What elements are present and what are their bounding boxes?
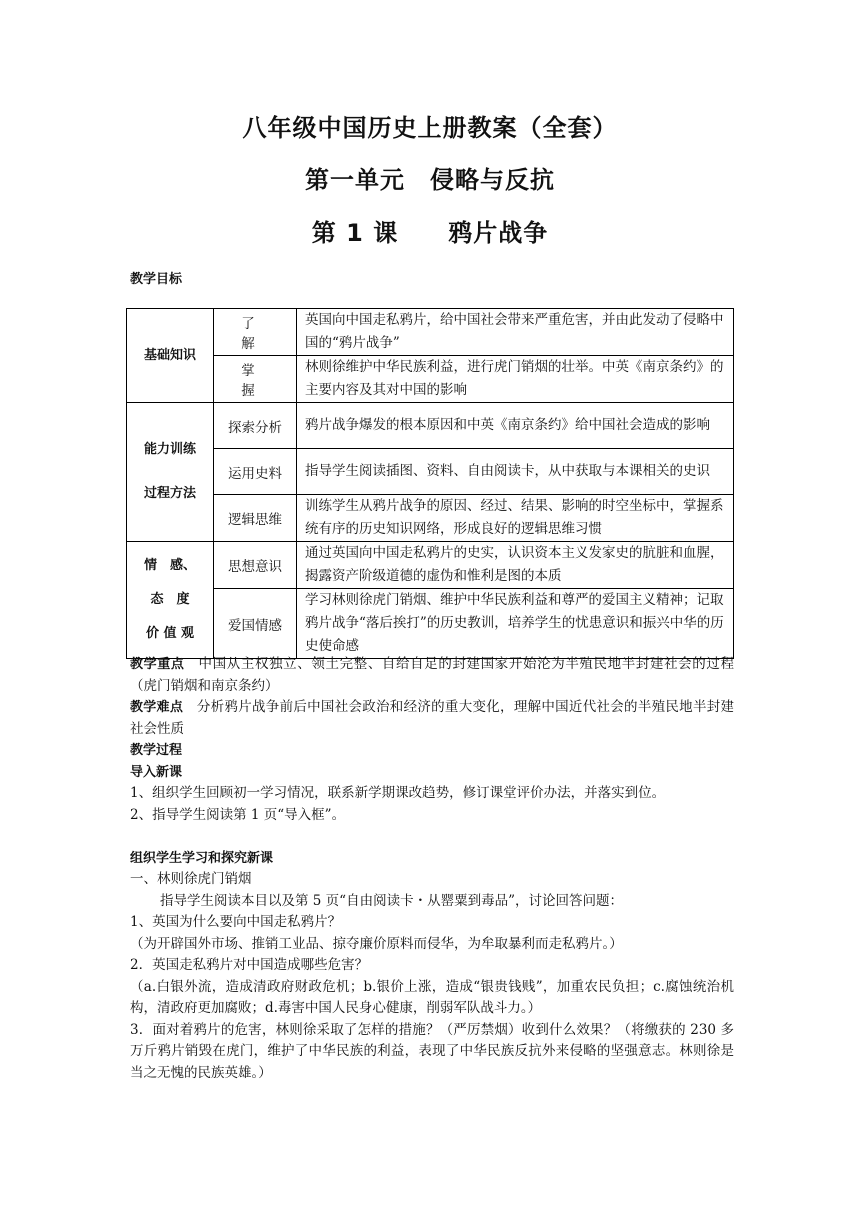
unit-title: 第一单元 侵略与反抗	[305, 166, 555, 194]
subcategory: 逻辑思维	[214, 495, 297, 542]
key-point-label: 教学重点	[130, 657, 185, 672]
table-row	[127, 309, 734, 356]
section-heading: 一、林则徐虎门销烟	[130, 871, 252, 887]
objective-text: 学习林则徐虎门销烟、维护中华民族利益和尊严的爱国主义精神；记取鸦片战争“落后挨打”的历史教训，培养学生的忧患意识和振兴中华的历史使命感	[297, 589, 734, 659]
reading-guide: 指导学生阅读本目以及第 5 页“自由阅读卡・从罂粟到毒品”，讨论回答问题：	[160, 892, 623, 909]
objective-text: 林则徐维护中华民族利益，进行虎门销烟的壮举。中英《南京条约》的主要内容及其对中国的影响	[297, 356, 734, 403]
category-line: 过程方法	[143, 486, 196, 501]
objectives-label: 教学目标	[130, 272, 183, 287]
document-title: 八年级中国历史上册教案（全套）	[242, 114, 618, 142]
subcategory: 思想意识	[214, 542, 297, 589]
category-line: 情 感、	[143, 558, 196, 573]
difficulty-text: 分析鸦片战争前后中国社会政治和经济的重大变化，理解中国近代社会的半殖民地半封建社会性质	[130, 699, 734, 737]
table-row	[127, 589, 734, 659]
lesson-title	[0, 213, 860, 248]
intro-label: 导入新课	[130, 764, 183, 780]
objective-text: 英国向中国走私鸦片，给中国社会带来严重危害，并由此发动了侵略中国的“鸦片战争”	[297, 309, 734, 356]
category-line: 能力训练	[143, 442, 196, 457]
table-row	[127, 403, 734, 449]
process-label: 教学过程	[130, 743, 183, 758]
subcategory: 运用史料	[214, 449, 297, 495]
table-row	[127, 542, 734, 589]
table-row	[127, 356, 734, 403]
study-label: 组织学生学习和探究新课	[130, 850, 274, 866]
lesson-number: 第 1 课	[311, 219, 399, 247]
key-point-text: 中国从主权独立、领土完整、自给自足的封建国家开始沦为半殖民地半封建社会的过程（虎门销烟和南京条约）	[130, 656, 734, 694]
subcategory: 爱国情感	[214, 589, 297, 659]
answer-1: （为开辟国外市场、推销工业品、掠夺廉价原料而侵华，为牟取暴利而走私鸦片。）	[130, 935, 623, 952]
intro-step-1: 1、组织学生回顾初一学习情况，联系新学期课改趋势，修订课堂评价办法，并落实到位。	[130, 785, 666, 801]
key-point	[130, 654, 734, 697]
category-emotion-values	[127, 542, 214, 659]
objective-text: 指导学生阅读插图、资料、自由阅读卡，从中获取与本课相关的史识	[297, 449, 734, 495]
lesson-body	[130, 654, 734, 1084]
blank-line	[130, 826, 734, 848]
intro-step-2: 2、指导学生阅读第 1 页“导入框”。	[130, 806, 346, 823]
subcategory: 探索分析	[214, 403, 297, 449]
objectives-table	[126, 308, 734, 659]
question-2: 2．英国走私鸦片对中国造成哪些危害？	[130, 957, 369, 973]
lesson-name: 鸦片战争	[448, 219, 549, 247]
objective-text: 鸦片战争爆发的根本原因和中英《南京条约》给中国社会造成的影响	[297, 403, 734, 449]
subcategory: 掌 握	[214, 356, 297, 403]
category-basic-knowledge: 基础知识	[127, 309, 214, 403]
category-line: 态 度	[150, 592, 190, 607]
category-line: 价 值 观	[145, 626, 195, 641]
question-1: 1、英国为什么要向中国走私鸦片？	[130, 914, 342, 930]
subcategory: 了 解	[214, 309, 297, 356]
objective-text: 训练学生从鸦片战争的原因、经过、结果、影响的时空坐标中，掌握系统有序的历史知识网络，形成良好的逻辑思维习惯	[297, 495, 734, 542]
difficulty-point	[130, 697, 734, 740]
question-3: 3．面对着鸦片的危害，林则徐采取了怎样的措施？（严厉禁烟）收到什么效果？（将缴获的 230 多万斤鸦片销毁在虎门，维护了中华民族的利益，表现了中华民族反抗外来侵略的坚强意志。林则徐是当之无愧的民族英雄。）	[130, 1021, 734, 1081]
table-row	[127, 495, 734, 542]
category-ability-process	[127, 403, 214, 542]
difficulty-label: 教学难点	[130, 700, 184, 715]
table-row	[127, 449, 734, 495]
answer-2: （a.白银外流，造成清政府财政危机；b.银价上涨，造成“银贵钱贱”，加重农民负担；c.腐蚀统治机构，清政府更加腐败；d.毒害中国人民身心健康，削弱军队战斗力。）	[130, 978, 734, 1016]
objective-text: 通过英国向中国走私鸦片的史实，认识资本主义发家史的肮脏和血腥，揭露资产阶级道德的虚伪和惟利是图的本质	[297, 542, 734, 589]
